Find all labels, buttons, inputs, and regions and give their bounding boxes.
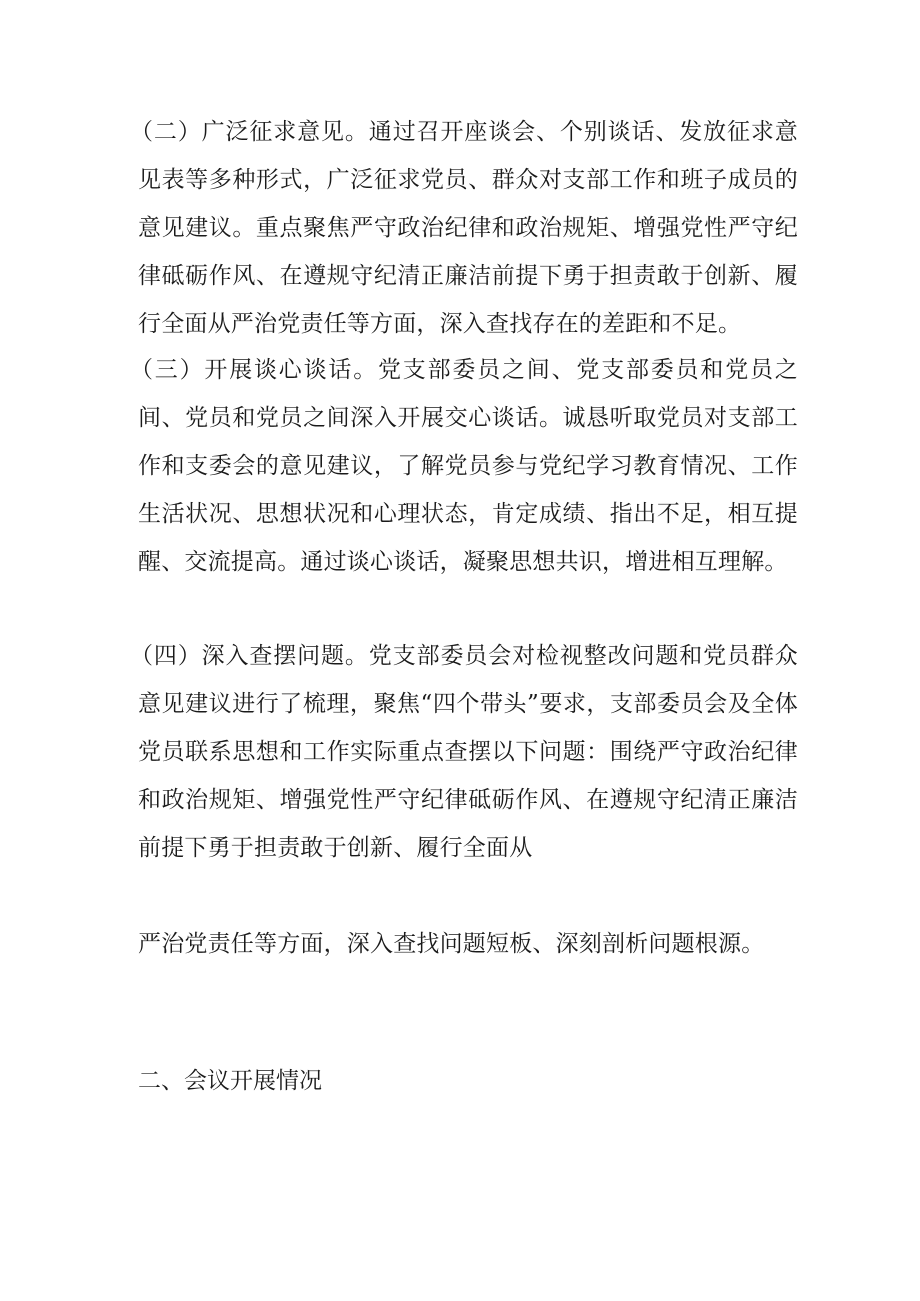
- section-heading: 二、会议开展情况: [138, 1068, 322, 1094]
- paragraph-solicit-opinions: （二）广泛征求意见。通过召开座谈会、个别谈话、发放征求意见表等多种形式，广泛征求党员、群众对支部工作和班子成员的意见建议。重点聚焦严守政治纪律和政治规矩、增强党性严守纪律砥砺作风、在遵规守纪清正廉洁前提下勇于担责敢于创新、履行全面从严治党责任等方面，深入查找存在的差距和不足。: [130, 119, 798, 337]
- paragraph-identify-problems-continued: 严治党责任等方面，深入查找问题短板、深刻剖析问题根源。: [138, 931, 765, 957]
- paragraph-heart-to-heart-talks: （三）开展谈心谈话。党支部委员之间、党支部委员和党员之间、党员和党员之间深入开展交心谈话。诚恳听取党员对支部工作和支委会的意见建议，了解党员参与党纪学习教育情况、工作生活状况、思想状况和心理状态，肯定成绩、指出不足，相互提醒、交流提高。通过谈心谈话，凝聚思想共识，增进相互理解。: [130, 357, 798, 575]
- paragraph-identify-problems: （四）深入查摆问题。党支部委员会对检视整改问题和党员群众意见建议进行了梳理，聚焦“四个带头”要求，支部委员会及全体党员联系思想和工作实际重点查摆以下问题：围绕严守政治纪律和政治规矩、增强党性严守纪律砥砺作风、在遵规守纪清正廉洁前提下勇于担责敢于创新、履行全面从: [130, 643, 798, 861]
